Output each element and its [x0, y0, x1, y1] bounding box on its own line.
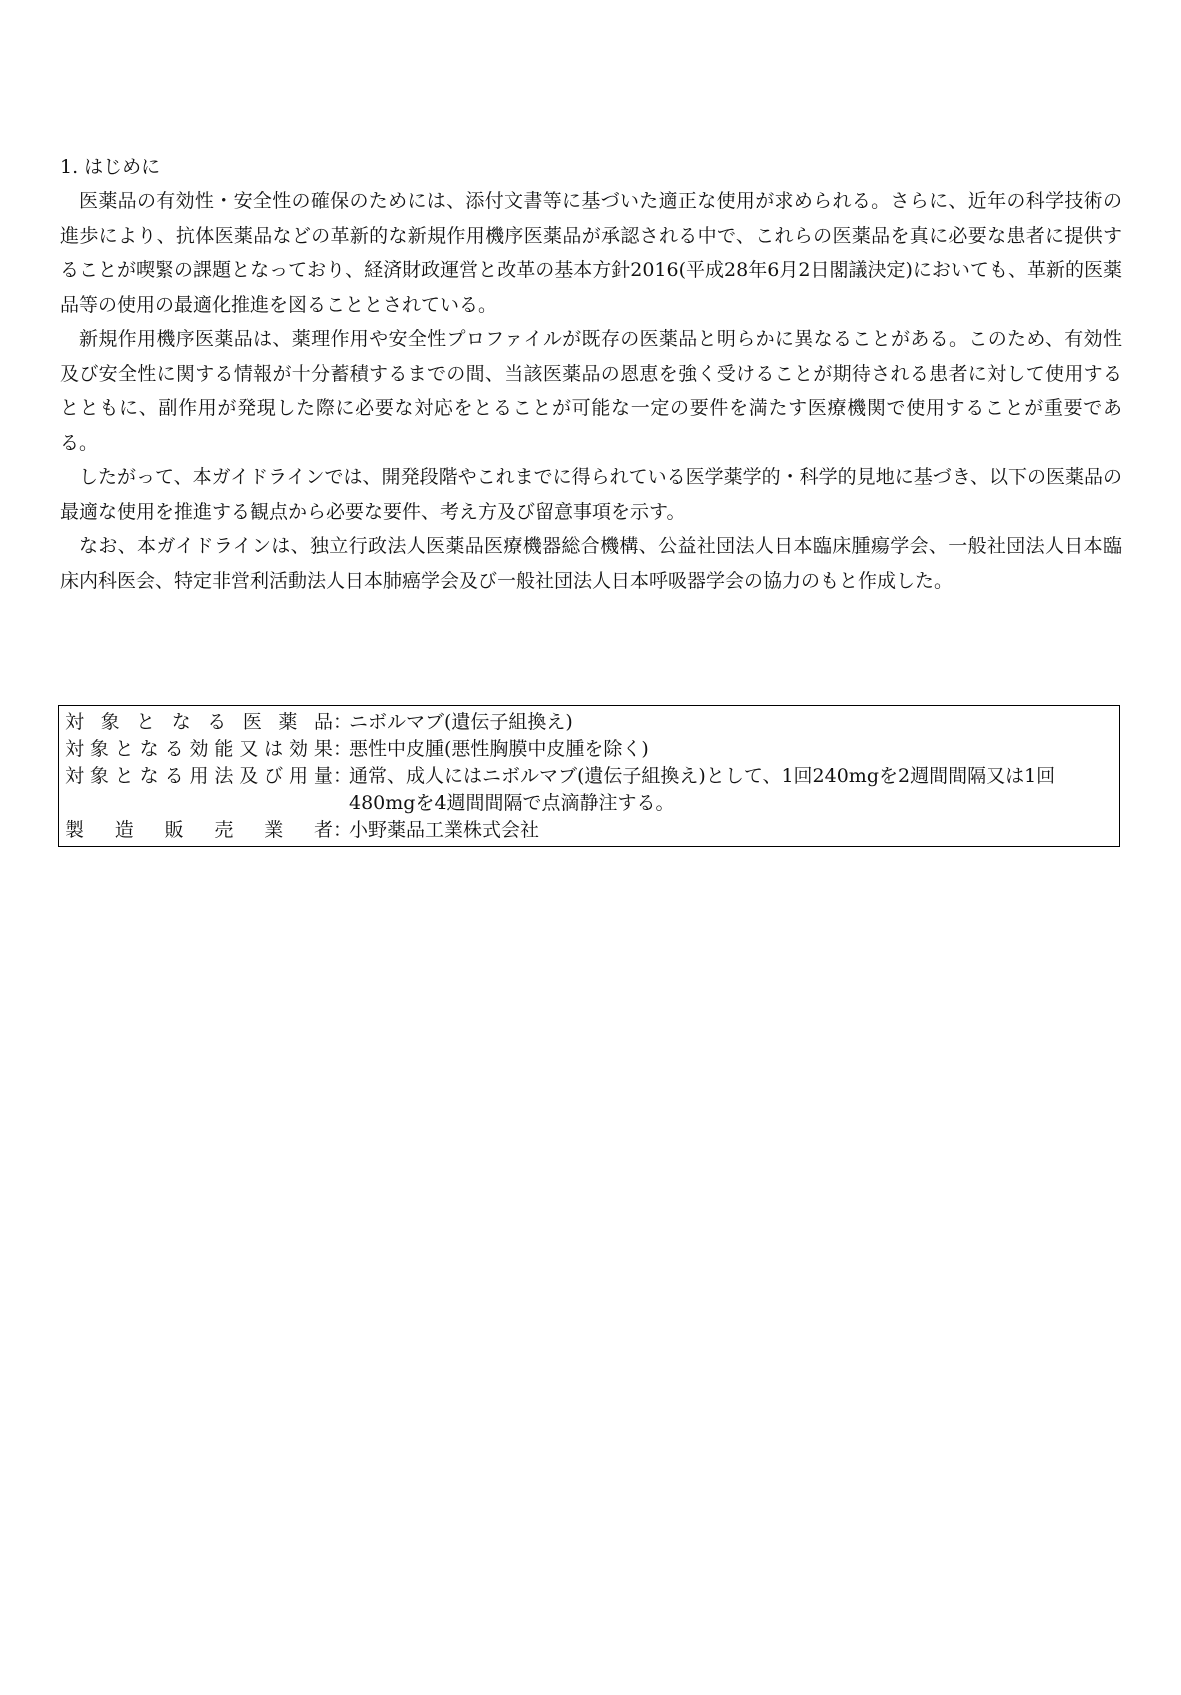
info-label-char: 対 [65, 711, 85, 733]
info-label-char: 象 [89, 765, 109, 787]
info-colon: ： [333, 711, 353, 733]
info-label-char: 法 [214, 765, 234, 787]
info-label-drug [65, 709, 333, 736]
info-label-char: 能 [214, 738, 234, 760]
info-colon: ： [333, 765, 353, 787]
info-label-char: 用 [289, 765, 309, 787]
info-label-char: と [136, 711, 156, 733]
info-label-indication [65, 736, 333, 763]
info-label-char: 品 [313, 711, 333, 733]
info-label-char: 果 [313, 738, 333, 760]
info-value-indication: 悪性中皮腫(悪性胸膜中皮腫を除く) [349, 738, 649, 760]
info-label-char: 効 [289, 738, 309, 760]
info-label-char: 製 [65, 819, 85, 841]
info-label-char: 業 [264, 819, 284, 841]
info-label-char: 売 [214, 819, 234, 841]
info-colon: ： [333, 738, 353, 760]
info-value-drug: ニボルマブ(遺伝子組換え) [349, 711, 573, 733]
info-label-char: 造 [114, 819, 134, 841]
info-colon: ： [333, 819, 353, 841]
info-label-char: る [164, 765, 184, 787]
paragraph-3: したがって、本ガイドラインでは、開発段階やこれまでに得られている医学薬学的・科学的見地に基づき、以下の医薬品の最適な使用を推進する観点から必要な要件、考え方及び留意事項を示す。 [60, 466, 1122, 523]
info-label-char: 又 [239, 738, 259, 760]
info-label-char: び [264, 765, 284, 787]
introduction-section [60, 150, 1122, 598]
info-label-char: 者 [313, 819, 333, 841]
info-row-indication [65, 736, 1119, 763]
info-label-char: 効 [189, 738, 209, 760]
info-label-char: と [114, 738, 134, 760]
info-label-char: る [164, 738, 184, 760]
paragraph-4: なお、本ガイドラインは、独立行政法人医薬品医療機器総合機構、公益社団法人日本臨床腫瘍学会、一般社団法人日本臨床内科医会、特定非営利活動法人日本肺癌学会及び一般社団法人日本呼吸器学会の協力のもと作成した。 [60, 535, 1122, 592]
info-label-char: は [264, 738, 284, 760]
info-label-char: 対 [65, 765, 85, 787]
info-label-char: な [139, 738, 159, 760]
info-row-manufacturer [65, 817, 1119, 844]
info-label-char: 薬 [278, 711, 298, 733]
info-label-char: 医 [242, 711, 262, 733]
info-label-char: 販 [164, 819, 184, 841]
info-label-char: る [207, 711, 227, 733]
section-heading: 1. はじめに [60, 156, 161, 178]
info-value-dosage: 通常、成人にはニボルマブ(遺伝子組換え)として、1回240mgを2週間間隔又は1回480mgを4週間間隔で点滴静注する。 [349, 765, 1056, 814]
info-value-manufacturer: 小野薬品工業株式会社 [349, 819, 540, 841]
info-label-char: 用 [189, 765, 209, 787]
drug-info-box [58, 705, 1120, 847]
info-label-char: と [114, 765, 134, 787]
info-label-manufacturer [65, 817, 333, 844]
info-label-char: 量 [313, 765, 333, 787]
info-label-char: な [171, 711, 191, 733]
info-row-drug [65, 709, 1119, 736]
info-label-char: 及 [239, 765, 259, 787]
info-label-char: な [139, 765, 159, 787]
info-label-char: 対 [65, 738, 85, 760]
info-label-char: 象 [100, 711, 120, 733]
info-row-dosage [65, 763, 1119, 817]
info-label-char: 象 [89, 738, 109, 760]
paragraph-2: 新規作用機序医薬品は、薬理作用や安全性プロファイルが既存の医薬品と明らかに異なることがある。このため、有効性及び安全性に関する情報が十分蓄積するまでの間、当該医薬品の恩恵を強く受けることが期待される患者に対して使用するとともに、副作用が発現した際に必要な対応をとることが可能な一定の要件を満たす医療機関で使用することが重要である。 [60, 328, 1122, 454]
paragraph-1: 医薬品の有効性・安全性の確保のためには、添付文書等に基づいた適正な使用が求められる。さらに、近年の科学技術の進歩により、抗体医薬品などの革新的な新規作用機序医薬品が承認される中で、これらの医薬品を真に必要な患者に提供することが喫緊の課題となっており、経済財政運営と改革の基本方針2016(平成28年6月2日閣議決定)においても、革新的医薬品等の使用の最適化推進を図ることとされている。 [60, 190, 1122, 316]
info-label-dosage [65, 763, 333, 790]
